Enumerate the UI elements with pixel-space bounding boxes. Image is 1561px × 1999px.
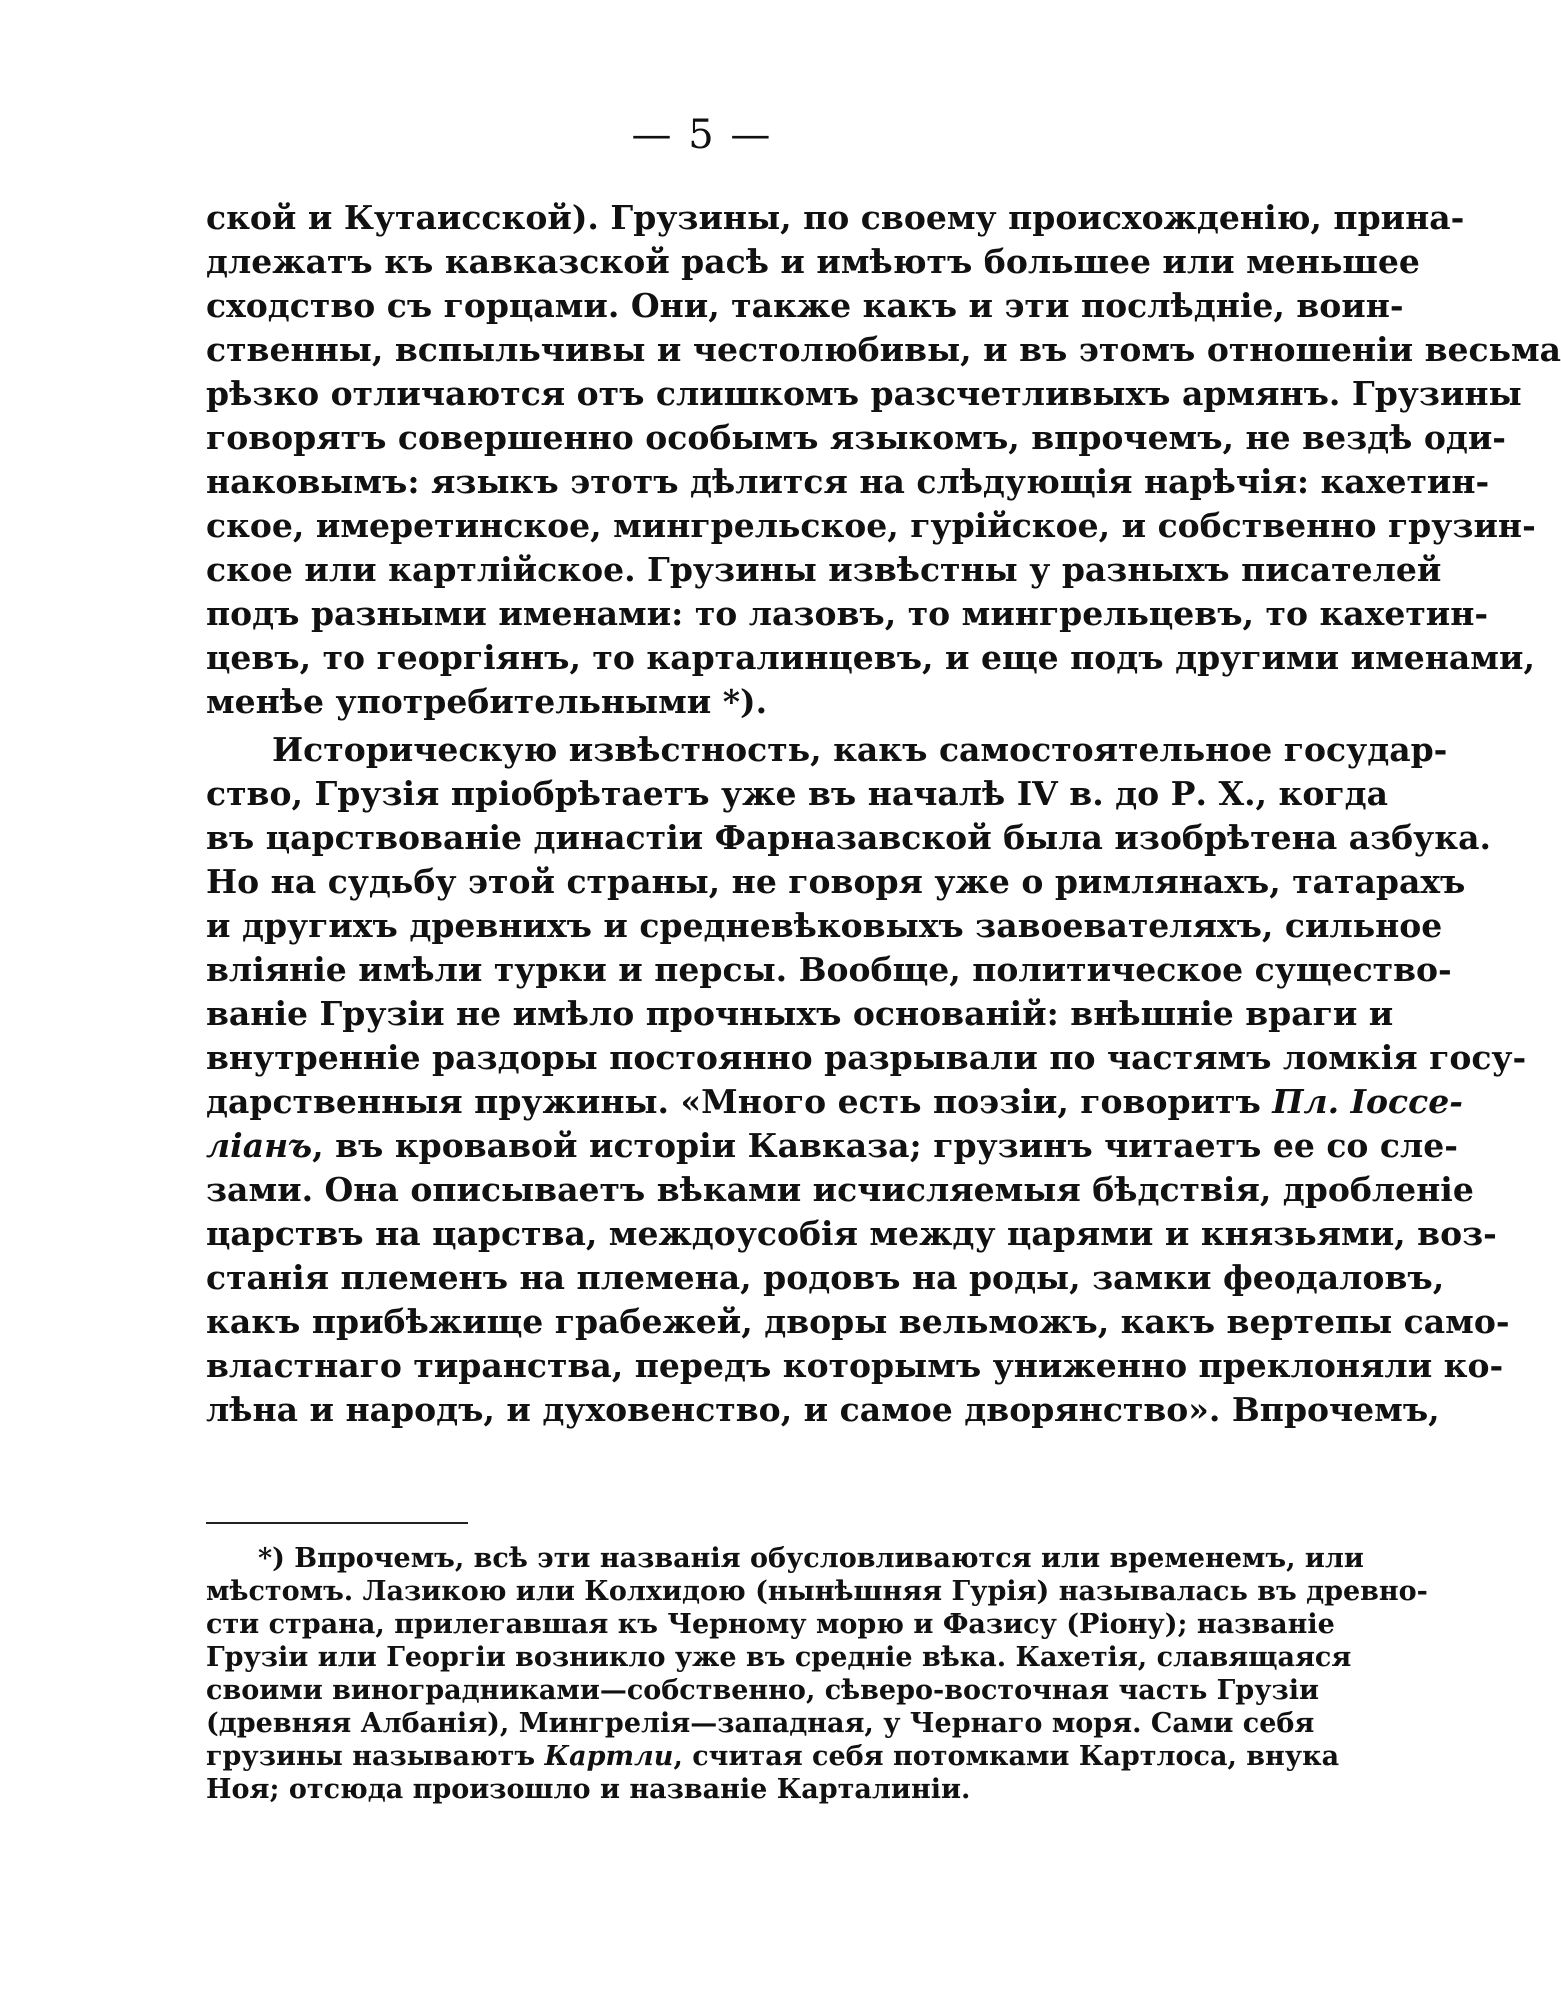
- footnote-line: сти страна, прилегавшая къ Черному морю и Фазису (Ріону); названіе: [206, 1609, 1335, 1640]
- text-line: сходство съ горцами. Они, также какъ и эти послѣдніе, воин-: [206, 286, 1404, 325]
- text-line: лѣна и народъ, и духовенство, и самое дворянство». Впрочемъ,: [206, 1390, 1440, 1429]
- footnote-line: своими виноградниками—собственно, сѣверо-восточная часть Грузіи: [206, 1675, 1319, 1706]
- text-line: цевъ, то георгіянъ, то карталинцевъ, и еще подъ другими именами,: [206, 638, 1535, 677]
- footnote-line: Грузіи или Георгіи возникло уже въ средніе вѣка. Кахетія, славящаяся: [206, 1642, 1352, 1673]
- page-number: — 5 —: [631, 112, 773, 158]
- text-line: говорятъ совершенно особымъ языкомъ, впрочемъ, не вездѣ оди-: [206, 418, 1507, 457]
- text-line: рѣзко отличаются отъ слишкомъ разсчетливыхъ армянъ. Грузины: [206, 374, 1522, 413]
- text-fragment: , въ кровавой исторіи Кавказа; грузинъ читаетъ ее со сле-: [312, 1126, 1458, 1165]
- text-fragment: , считая себя потомками Картлоса, внука: [673, 1741, 1340, 1772]
- text-line: [206, 1124, 1458, 1168]
- footnote-line: Ноя; отсюда произошло и названіе Карталиніи.: [206, 1774, 971, 1805]
- text-line: ство, Грузія пріобрѣтаетъ уже въ началѣ IV в. до Р. Х., когда: [206, 774, 1388, 813]
- text-line: вліяніе имѣли турки и персы. Вообще, политическое существо-: [206, 950, 1452, 989]
- text-line: въ царствованіе династіи Фарназавской была изобрѣтена азбука.: [206, 818, 1491, 857]
- text-line: ское, имеретинское, мингрельское, гурійское, и собственно грузин-: [206, 506, 1536, 545]
- main-text: [206, 196, 1561, 1432]
- text-line: внутренніе раздоры постоянно разрывали по частямъ ломкія госу-: [206, 1038, 1527, 1077]
- footnote-line: мѣстомъ. Лазикою или Колхидою (нынѣшняя Гурія) называлась въ древно-: [206, 1576, 1428, 1607]
- text-line: Историческую извѣстность, какъ самостоятельное государ-: [272, 730, 1448, 769]
- footnote-line: (древняя Албанія), Мингрелія—западная, у Чернаго моря. Сами себя: [206, 1708, 1315, 1739]
- footnote-line: *) Впрочемъ, всѣ эти названія обусловливаются или временемъ, или: [258, 1543, 1364, 1574]
- text-line: царствъ на царства, междоусобія между царями и князьями, воз-: [206, 1214, 1497, 1253]
- footnote-divider: [206, 1522, 468, 1524]
- author-name: Пл. Іоссе-: [1272, 1082, 1463, 1121]
- text-line: и другихъ древнихъ и средневѣковыхъ завоевателяхъ, сильное: [206, 906, 1443, 945]
- text-line: станія племенъ на племена, родовъ на роды, замки феодаловъ,: [206, 1258, 1445, 1297]
- text-line: [206, 1080, 1463, 1124]
- text-line: длежатъ къ кавказской расѣ и имѣютъ большее или меньшее: [206, 242, 1420, 281]
- kartli-term: Картли: [544, 1741, 674, 1772]
- text-line: наковымъ: языкъ этотъ дѣлится на слѣдующія нарѣчія: кахетин-: [206, 462, 1490, 501]
- text-line: ственны, вспыльчивы и честолюбивы, и въ этомъ отношеніи весьма: [206, 330, 1561, 369]
- footnote-line: [206, 1740, 1340, 1773]
- footnote: [206, 1542, 1428, 1806]
- text-line: менѣе употребительными *).: [206, 682, 768, 721]
- paragraph-2: [206, 728, 1527, 1432]
- author-name-end: ліанъ: [206, 1126, 313, 1165]
- text-line: Но на судьбу этой страны, не говоря уже о римлянахъ, татарахъ: [206, 862, 1466, 901]
- text-line: ское или картлійское. Грузины извѣстны у разныхъ писателей: [206, 550, 1442, 589]
- paragraph-1: [206, 196, 1561, 724]
- text-fragment: дарственныя пружины. «Много есть поэзіи, говоритъ: [206, 1082, 1273, 1121]
- text-fragment: грузины называютъ: [206, 1741, 545, 1772]
- text-line: подъ разными именами: то лазовъ, то мингрельцевъ, то кахетин-: [206, 594, 1489, 633]
- text-line: ской и Кутаисской). Грузины, по своему происхожденію, прина-: [206, 198, 1465, 237]
- text-line: ваніе Грузіи не имѣло прочныхъ основаній: внѣшніе враги и: [206, 994, 1394, 1033]
- text-line: какъ прибѣжище грабежей, дворы вельможъ, какъ вертепы само-: [206, 1302, 1510, 1341]
- text-line: властнаго тиранства, передъ которымъ униженно преклоняли ко-: [206, 1346, 1504, 1385]
- text-line: зами. Она описываетъ вѣками исчисляемыя бѣдствія, дробленіе: [206, 1170, 1474, 1209]
